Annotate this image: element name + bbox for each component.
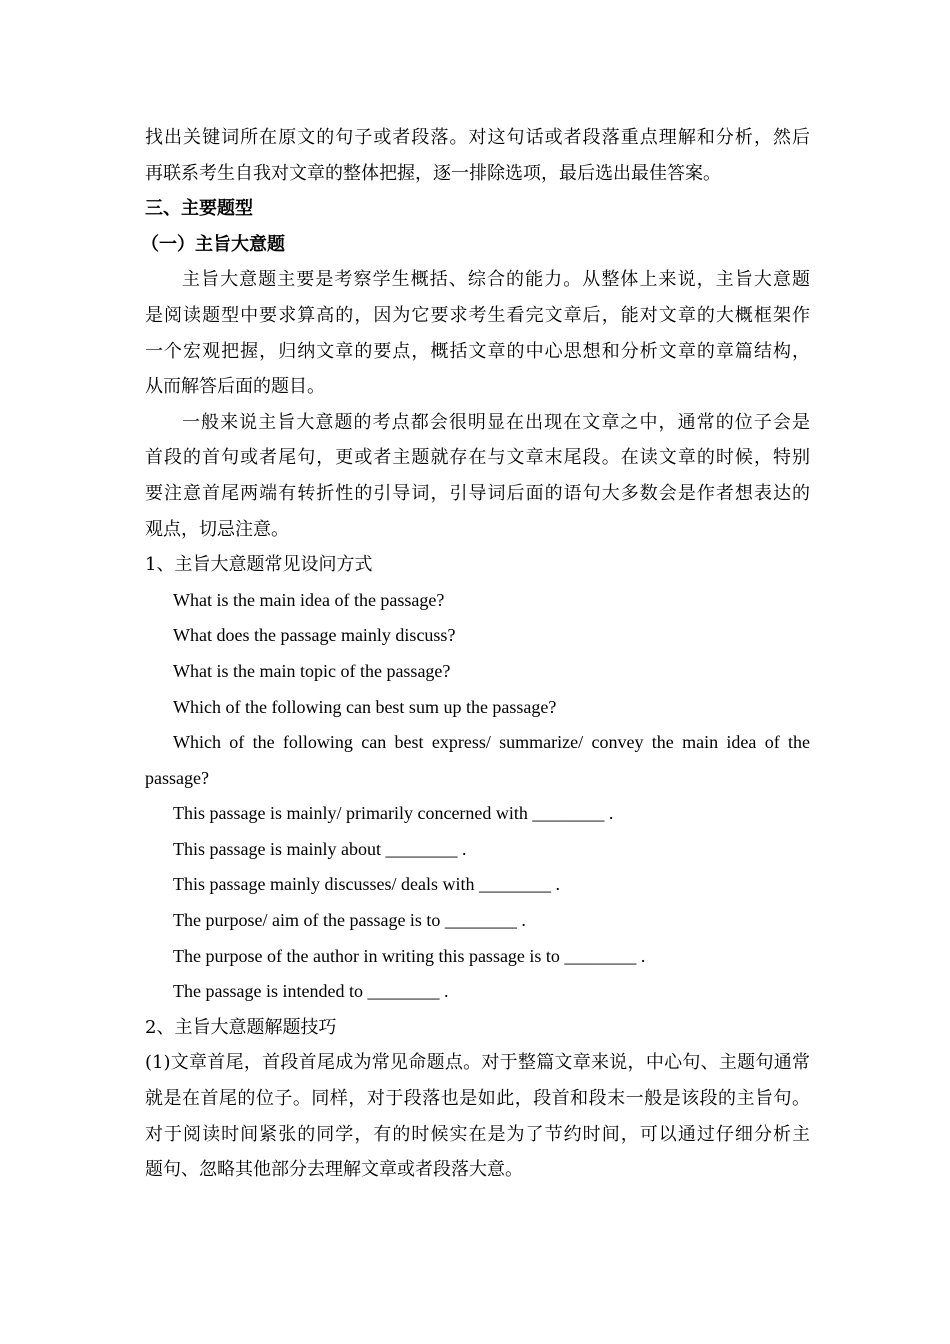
tip-1-line-3: 对于阅读时间紧张的同学，有的时候实在是为了节约时间，可以通过仔细分析主 xyxy=(145,1123,810,1145)
paragraph-1-line-4: 从而解答后面的题目。 xyxy=(145,376,325,398)
paragraph-1-line-3: 一个宏观把握，归纳文章的要点，概括文章的中心思想和分析文章的章篇结构， xyxy=(145,340,810,362)
document-page xyxy=(141,120,810,1188)
question-form-2: What does the passage mainly discuss? xyxy=(173,625,456,646)
paragraph-1-line-1: 主旨大意题主要是考察学生概括、综合的能力。从整体上来说，主旨大意题 xyxy=(182,269,810,291)
tip-1-line-1: (1)文章首尾，首段首尾成为常见命题点。对于整篇文章来说，中心句、主题句通常 xyxy=(145,1052,810,1074)
question-form-11: The passage is intended to ________ . xyxy=(173,981,449,1002)
question-form-10: The purpose of the author in writing this passage is to ________ . xyxy=(173,945,646,966)
paragraph-2-line-1: 一般来说主旨大意题的考点都会很明显在出现在文章之中，通常的位子会是 xyxy=(182,411,810,433)
question-form-8: This passage mainly discusses/ deals with ________ . xyxy=(173,874,560,895)
question-form-3: What is the main topic of the passage? xyxy=(173,660,451,681)
question-form-6: This passage is mainly/ primarily concerned with ________ . xyxy=(173,803,614,824)
question-form-1: What is the main idea of the passage? xyxy=(173,589,445,610)
intro-line-1: 找出关键词所在原文的句子或者段落。对这句话或者段落重点理解和分析，然后 xyxy=(145,127,810,148)
paragraph-2-line-4: 观点，切忌注意。 xyxy=(145,518,289,540)
list-heading-question-forms: 1、主旨大意题常见设问方式 xyxy=(145,554,373,576)
paragraph-2-line-3: 要注意首尾两端有转折性的引导词，引导词后面的语句大多数会是作者想表达的 xyxy=(145,482,810,504)
section-heading: 三、主要题型 xyxy=(145,198,253,220)
question-form-5-line-2: passage? xyxy=(145,767,209,788)
tip-1-line-2: 就是在首尾的位子。同样，对于段落也是如此，段首和段末一般是该段的主旨句。 xyxy=(145,1088,810,1110)
tip-1-line-4: 题句、忽略其他部分去理解文章或者段落大意。 xyxy=(145,1159,523,1181)
sub-heading: （一）主旨大意题 xyxy=(141,233,285,255)
list-heading-solving-tips: 2、主旨大意题解题技巧 xyxy=(145,1016,337,1038)
intro-line-2: 再联系考生自我对文章的整体把握，逐一排除选项，最后选出最佳答案。 xyxy=(145,162,721,184)
question-form-4: Which of the following can best sum up the passage? xyxy=(173,696,557,717)
question-form-7: This passage is mainly about ________ . xyxy=(173,838,467,859)
paragraph-1-line-2: 是阅读题型中要求算高的，因为它要求考生看完文章后，能对文章的大概框架作 xyxy=(145,304,810,326)
question-form-9: The purpose/ aim of the passage is to ________ . xyxy=(173,910,526,931)
question-form-5-line-1: Which of the following can best express/ summarize/ convey the main idea of the xyxy=(173,732,810,753)
paragraph-2-line-2: 首段的首句或者尾句，更或者主题就存在与文章末尾段。在读文章的时候，特别 xyxy=(145,447,810,469)
